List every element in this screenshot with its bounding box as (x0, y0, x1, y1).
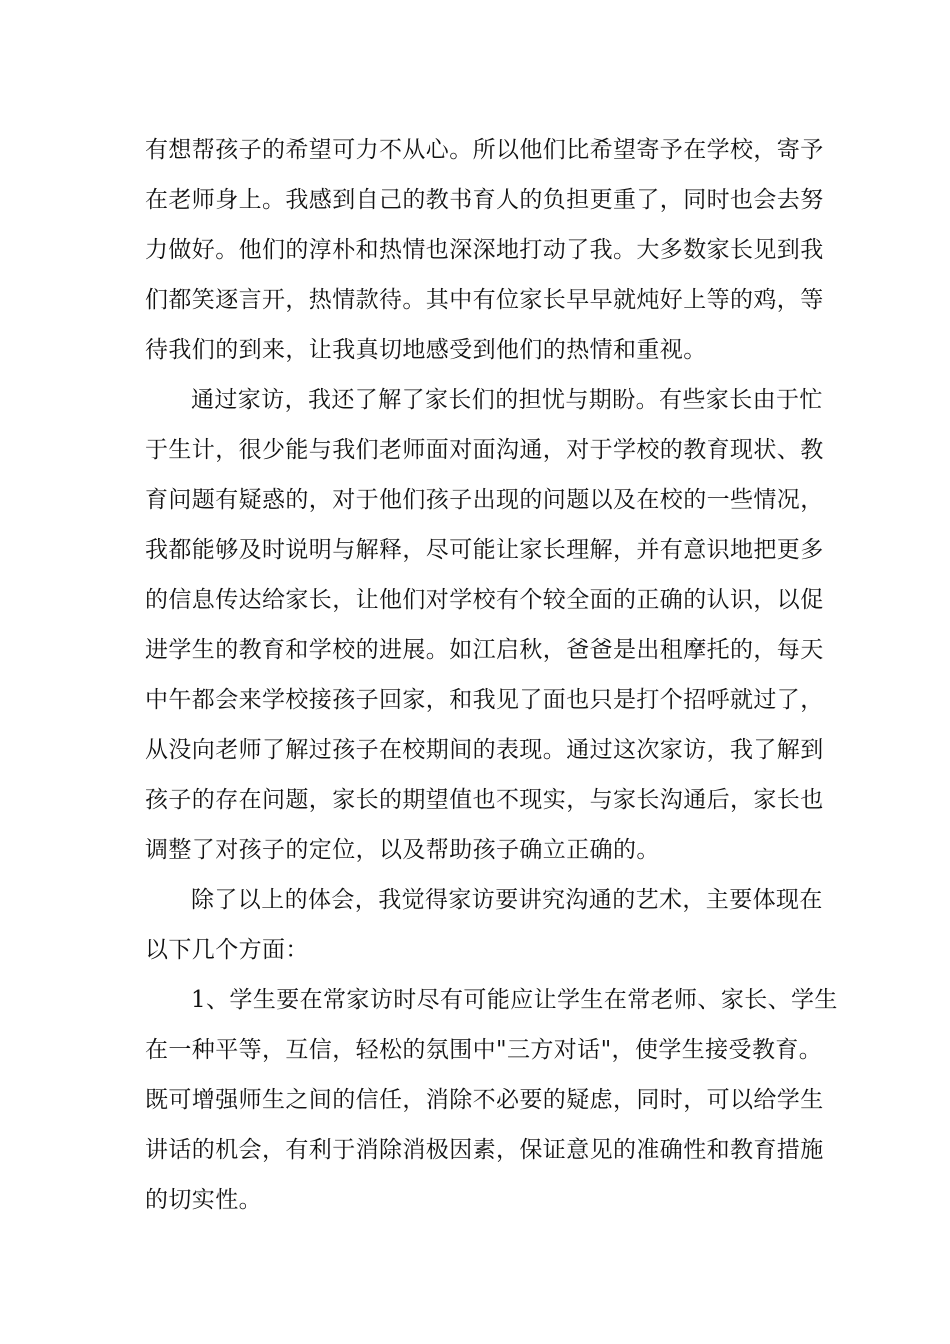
text-line: 的切实性。 (145, 1187, 262, 1213)
text-line: 以下几个方面： (145, 937, 309, 963)
text-line: 我都能够及时说明与解释，尽可能让家长理解，并有意识地把更多 (145, 537, 824, 563)
text-line: 从没向老师了解过孩子在校期间的表现。通过这次家访，我了解到 (145, 737, 824, 763)
document-body (145, 125, 838, 1225)
paragraph-first-line: 通过家访，我还了解了家长们的担忧与期盼。有些家长由于忙 (191, 387, 823, 413)
paragraph-first-line: 1、学生要在常家访时尽有可能应让学生在常老师、家长、学生 (191, 987, 838, 1013)
paragraph-first-line: 除了以上的体会，我觉得家访要讲究沟通的艺术，主要体现在 (191, 887, 823, 913)
text-line: 有想帮孩子的希望可力不从心。所以他们比希望寄予在学校，寄予 (145, 137, 824, 163)
text-line: 育问题有疑惑的，对于他们孩子出现的问题以及在校的一些情况， (145, 487, 824, 513)
text-line: 既可增强师生之间的信任，消除不必要的疑虑，同时，可以给学生 (145, 1087, 824, 1113)
text-line: 力做好。他们的淳朴和热情也深深地打动了我。大多数家长见到我 (145, 237, 824, 263)
text-line: 在一种平等，互信，轻松的氛围中"三方对话"，使学生接受教育。 (145, 1037, 823, 1063)
text-line: 调整了对孩子的定位，以及帮助孩子确立正确的。 (145, 837, 660, 863)
text-line: 待我们的到来，让我真切地感受到他们的热情和重视。 (145, 337, 707, 363)
text-line: 的信息传达给家长，让他们对学校有个较全面的正确的认识，以促 (145, 587, 824, 613)
text-line: 们都笑逐言开，热情款待。其中有位家长早早就炖好上等的鸡，等 (145, 287, 824, 313)
text-line: 于生计，很少能与我们老师面对面沟通，对于学校的教育现状、教 (145, 437, 824, 463)
text-line: 孩子的存在问题，家长的期望值也不现实，与家长沟通后，家长也 (145, 787, 824, 813)
text-line: 进学生的教育和学校的进展。如江启秋，爸爸是出租摩托的，每天 (145, 637, 824, 663)
text-line: 在老师身上。我感到自己的教书育人的负担更重了，同时也会去努 (145, 187, 824, 213)
text-line: 中午都会来学校接孩子回家，和我见了面也只是打个招呼就过了， (145, 687, 824, 713)
text-line: 讲话的机会，有利于消除消极因素，保证意见的准确性和教育措施 (145, 1137, 824, 1163)
